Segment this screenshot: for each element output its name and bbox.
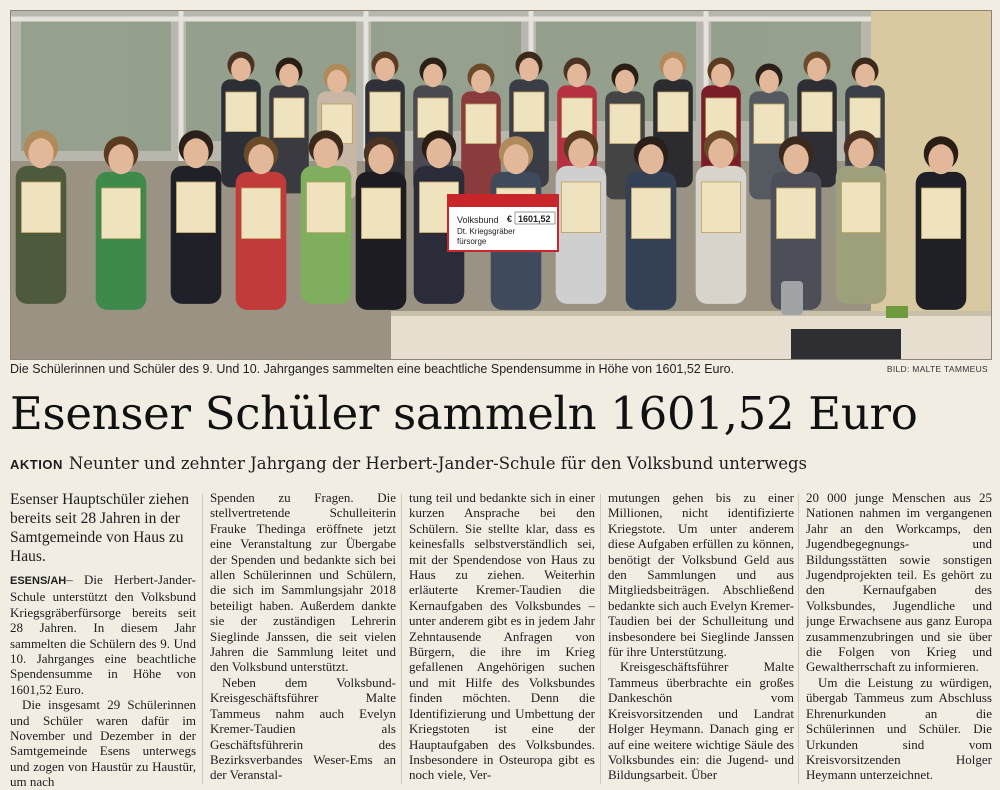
person-face [615, 70, 635, 93]
person-face [375, 58, 395, 81]
person-face [928, 144, 953, 174]
certificate [176, 182, 215, 233]
person-face [855, 64, 875, 87]
article-paragraph: ESENS/AH– Die Herbert-Jander-Schule unterstützt den Volksbund Kriegsgräberfürsorge bereits seit 28 Jahren. In diesem Jahr sammelten die Schülern des 9. Und 10. Jahrganges eine beachtliche Spendensumme in Höhe von 1601,52 Euro. [10, 572, 196, 697]
certificate [274, 98, 305, 138]
certificate [631, 188, 670, 239]
certificate [701, 182, 740, 233]
subheadline-text: Neunter und zehnter Jahrgang der Herbert-Jander-Schule für den Volksbund unterwegs [68, 454, 808, 473]
svg-text:fürsorge: fürsorge [457, 237, 487, 246]
column-divider [401, 494, 402, 784]
certificate [841, 182, 880, 233]
news-photo [10, 10, 992, 360]
column-divider [202, 494, 203, 784]
certificate [466, 104, 497, 144]
certificate [361, 188, 400, 239]
person-face [759, 70, 779, 93]
certificate [754, 104, 785, 144]
person-face [711, 64, 731, 87]
article-paragraph: mutungen gehen bis zu einer Millionen, nicht identifizierte Kriegstote. Um unter anderem diese Aufgaben erfüllen zu können, benötigt der Volksbund Geld aus den Sammlungen und aus Mitgliedsbeiträgen. Abschließend bedankte sich auch Evelyn Kremer-Taudien bei der Schulleitung und insbesondere bei Sieglinde Janssen für ihre Unterstützung. [608, 490, 794, 660]
person-face [108, 144, 133, 174]
column-divider [600, 494, 601, 784]
person-face [471, 70, 491, 93]
person-face [708, 138, 733, 168]
person-face [327, 70, 347, 93]
subheadline [10, 452, 990, 477]
person-face [248, 144, 273, 174]
article-paragraph: Die insgesamt 29 Schülerinnen und Schüler waren dafür im November und Dezember in der Samtgemeinde Esens unterwegs und zogen von Haustür zu Haustür, um nach [10, 697, 196, 790]
article-paragraph: Spenden zu Fragen. Die stellvertretende Schulleiterin Frauke Thedinga eröffnete jetzt eine Veranstaltung zur Übergabe der Spenden und bedankte sich bei allen Schülerinnen und Schülern, die sich im Sammlungsjahr 2018 beteiligt haben. Außerdem dankte sie der zuständigen Lehrerin Sieglinde Janssen, die seit vielen Jahren die Sammlung leitet und den Volksbund unterstützt. [210, 490, 396, 675]
person-face [231, 58, 251, 81]
article-column-2 [210, 490, 396, 790]
certificate [514, 92, 545, 132]
certificate [561, 182, 600, 233]
certificate [101, 188, 140, 239]
person-face [519, 58, 539, 81]
article-paragraph: tung teil und bedankte sich in einer kurzen Ansprache bei den Schülern. Sie stellte klar, dass es keinesfalls selbstverständlich sei, mit der Spendendose von Haus zu Haus zu ziehen. Weiterhin erläuterte Kremer-Taudien die Kernaufgaben des Volksbundes – unter anderem gibt es in jedem Jahr Zehntausende Anfragen von Bürgern, die ihre im Krieg gefallenen Angehörigen suchen und mit Hilfe des Volksbundes finden möchten. Denn die Identifizierung und Umbettung der Kriegstoten ist eine der Hauptaufgaben des Volksbundes. Insbesondere in Osteuropa gibt es noch viele, Ver- [409, 490, 595, 783]
article-column-4 [608, 490, 794, 790]
group-photo-illustration [11, 11, 991, 359]
certificate [658, 92, 689, 132]
certificate [370, 92, 401, 132]
person-face [279, 64, 299, 87]
certificate [306, 182, 345, 233]
headline: Esenser Schüler sammeln 1601,52 Euro [10, 387, 918, 440]
article-lead: Esenser Hauptschüler ziehen bereits seit 28 Jahren in der Samtgemeinde von Haus zu Haus. [10, 491, 190, 565]
person-face [503, 144, 528, 174]
article-paragraph: Neben dem Volksbund-Kreisgeschäftsführer Malte Tammeus nahm auch Evelyn Kremer-Taudien als Geschäftsführerin des Bezirksverbandes Weser-Ems an der Veranstal- [210, 674, 396, 783]
certificate [226, 92, 257, 132]
photo-credit: BILD: MALTE TAMMEUS [886, 364, 988, 374]
person-face [183, 138, 208, 168]
article-paragraph: 20 000 junge Menschen aus 25 Nationen nahmen im vergangenen Jahr an den Workcamps, den Jugendbegegnungs- und Bildungsstätten sowie sonstigen Jugendprojekten teil. Es gehört zu den Kernaufgaben des Volksbundes, Jugendliche und junge Erwachsene aus ganz Europa zusammenzubringen und sie über die Folgen von Krieg und Gewaltherrschaft zu informieren. [806, 490, 992, 675]
person-face [568, 138, 593, 168]
person-face [567, 64, 587, 87]
photo-caption [10, 362, 990, 378]
person-face [28, 138, 53, 168]
certificate [610, 104, 641, 144]
article-paragraph: Kreisgeschäftsführer Malte Tammeus überbrachte ein großes Dankeschön vom Kreisvorsitzenden und Landrat Holger Heymann. Danach ging er auf eine weitere wichtige Säule des Volksbundes ein: die Jugend- und Bildungsarbeit. Über [608, 659, 794, 783]
certificate [776, 188, 815, 239]
person-face [848, 138, 873, 168]
person-face [807, 58, 827, 81]
person-face [423, 64, 443, 87]
person-face [426, 138, 451, 168]
person-face [663, 58, 683, 81]
certificate [21, 182, 60, 233]
certificate [802, 92, 833, 132]
article-column-3 [409, 490, 595, 790]
person-face [313, 138, 338, 168]
person-face [783, 144, 808, 174]
person-face [638, 144, 663, 174]
article-column-1 [10, 490, 196, 790]
certificate [921, 188, 960, 239]
caption-text: Die Schülerinnen und Schüler des 9. Und 10. Jahrganges sammelten eine beachtliche Spendensumme in Höhe von 1601,52 Euro. [10, 362, 735, 376]
cheque [448, 195, 558, 251]
svg-text:1601,52: 1601,52 [518, 214, 551, 224]
svg-text:Dt. Kriegsgräber: Dt. Kriegsgräber [457, 227, 516, 236]
article-column-5 [806, 490, 992, 790]
svg-text:Volksbund: Volksbund [457, 215, 499, 225]
column-divider [798, 494, 799, 784]
article-paragraph: Um die Leistung zu würdigen, übergab Tammeus zum Abschluss Ehrenurkunden an die Schülerinnen und Schüler. Die Urkunden sind vom Kreisvorsitzenden Holger Heymann unterzeichnet. [806, 674, 992, 783]
kicker-label: AKTION [10, 457, 63, 472]
dateline: ESENS/AH [10, 575, 67, 587]
certificate [241, 188, 280, 239]
person-face [368, 144, 393, 174]
svg-text:€: € [507, 214, 513, 224]
